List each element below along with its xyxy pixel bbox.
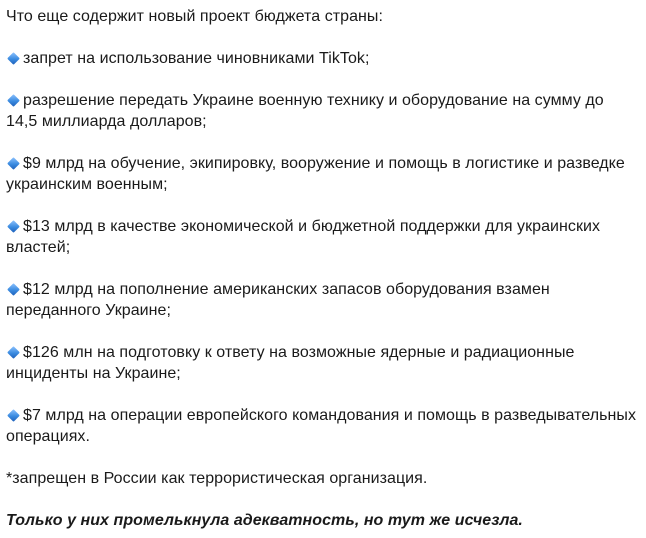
small-blue-diamond-icon bbox=[7, 220, 20, 233]
small-blue-diamond-icon bbox=[7, 52, 20, 65]
closing-remark: Только у них промелькнула адекватность, но тут же исчезла. bbox=[6, 512, 523, 529]
list-item-text: $9 млрд на обучение, экипировку, вооружение и помощь в логистике и разведке украинским военным; bbox=[6, 155, 625, 193]
spacer bbox=[6, 321, 638, 342]
spacer bbox=[6, 195, 638, 216]
small-blue-diamond-icon bbox=[7, 346, 20, 359]
spacer bbox=[6, 384, 638, 405]
spacer bbox=[6, 447, 638, 468]
post-heading: Что еще содержит новый проект бюджета страны: bbox=[6, 8, 383, 25]
list-item-text: $13 млрд в качестве экономической и бюджетной поддержки для украинских властей; bbox=[6, 218, 601, 256]
list-item-text: разрешение передать Украине военную технику и оборудование на сумму до 14,5 миллиарда долларов; bbox=[6, 92, 604, 130]
spacer bbox=[6, 132, 638, 153]
spacer bbox=[6, 27, 638, 48]
list-item bbox=[6, 279, 638, 321]
list-item-text: запрет на использование чиновниками TikTok; bbox=[23, 50, 370, 67]
small-blue-diamond-icon bbox=[7, 94, 20, 107]
spacer bbox=[6, 258, 638, 279]
list-item bbox=[6, 48, 638, 69]
list-item-text: $12 млрд на пополнение американских запасов оборудования взамен переданного Украине; bbox=[6, 281, 550, 319]
list-item bbox=[6, 342, 638, 384]
list-item bbox=[6, 405, 638, 447]
small-blue-diamond-icon bbox=[7, 409, 20, 422]
list-item bbox=[6, 90, 638, 132]
spacer bbox=[6, 69, 638, 90]
list-item bbox=[6, 216, 638, 258]
footnote: *запрещен в России как террористическая организация. bbox=[6, 470, 428, 487]
small-blue-diamond-icon bbox=[7, 157, 20, 170]
list-item-text: $126 млн на подготовку к ответу на возможные ядерные и радиационные инциденты на Украине; bbox=[6, 344, 575, 382]
list-item-text: $7 млрд на операции европейского командования и помощь в разведывательных операциях. bbox=[6, 407, 636, 445]
list-item bbox=[6, 153, 638, 195]
spacer bbox=[6, 489, 638, 510]
small-blue-diamond-icon bbox=[7, 283, 20, 296]
